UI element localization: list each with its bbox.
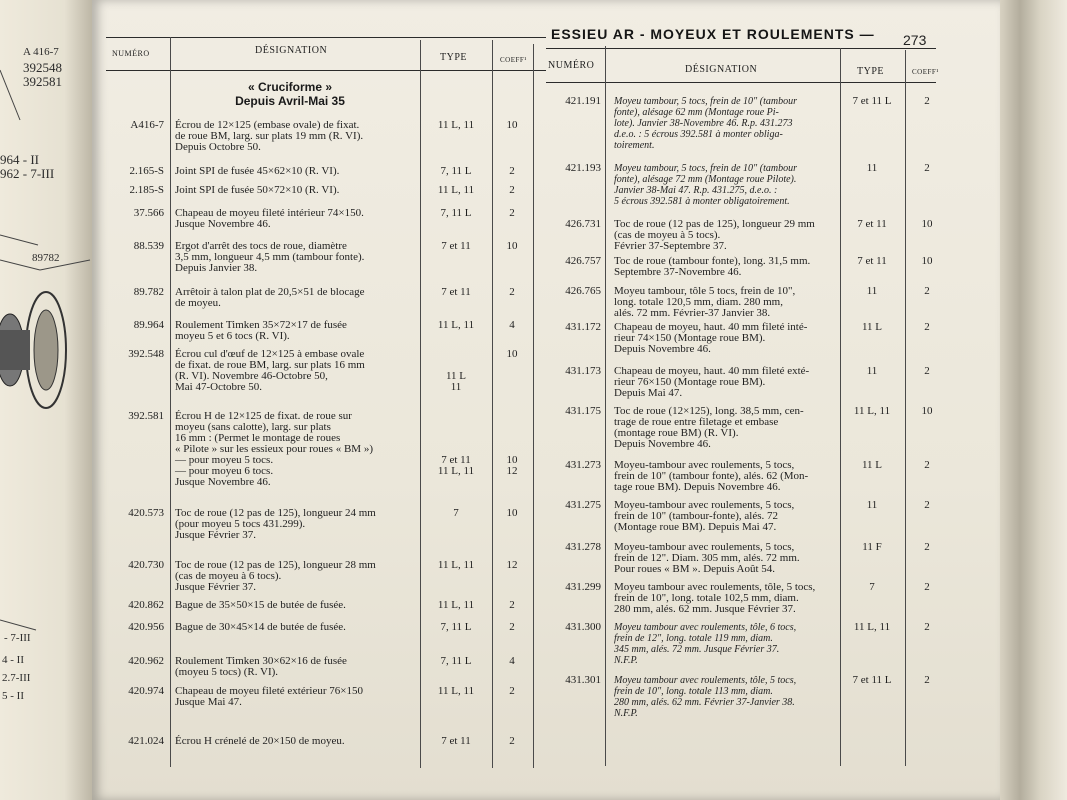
part-type: 7 (869, 581, 875, 593)
part-type: 7 et 11 11 L, 11 (437, 454, 475, 477)
part-number: 2.185-S (129, 184, 164, 196)
part-designation: Chapeau de moyeu fileté intérieur 74×150. Jusque Novembre 46. (175, 207, 364, 230)
part-designation: Écrou de 12×125 (embase ovale) de fixat. de roue BM, larg. sur plats 19 mm (R. VI). Depuis Octobre 50. (175, 119, 364, 153)
part-type: 7, 11 L (440, 621, 472, 633)
part-number: 431.301 (565, 674, 601, 686)
part-designation: Écrou cul d'œuf de 12×125 à embase ovale de fixat. de roue BM, larg. sur plats 16 mm (R. VI). Novembre 46-Octobre 50, Mai 47-Octobre 50. (175, 348, 365, 393)
col-divider (605, 46, 606, 766)
part-coeff: 2 (924, 541, 930, 553)
page-number: 273 (903, 32, 927, 48)
part-designation: Bague de 35×50×15 de butée de fusée. (175, 599, 346, 611)
part-type: 11 (866, 162, 878, 174)
part-number: 420.962 (128, 655, 164, 667)
part-type: 7 (453, 507, 459, 519)
part-coeff: 2 (924, 95, 930, 107)
col-header-numero: NUMÉRO (112, 49, 150, 58)
part-coeff: 10 (921, 255, 933, 267)
part-number: 420.862 (128, 599, 164, 611)
part-coeff: 2 (924, 162, 930, 174)
part-number: A416-7 (130, 119, 164, 131)
part-coeff: 10 (506, 119, 518, 131)
part-designation: Moyeu-tambour avec roulements, 5 tocs, frein de 10" (tambour-fonte), alés. 72 (Montage roue BM). Depuis Mai 47. (614, 499, 795, 533)
part-type: 7 et 11 (857, 218, 887, 230)
part-coeff: 10 (506, 240, 518, 252)
part-number: 431.175 (565, 405, 601, 417)
part-type: 11 L, 11 (437, 184, 475, 196)
part-coeff: 2 (924, 321, 930, 333)
figure-label: - 7-III (4, 632, 31, 644)
part-type: 11 L, 11 (437, 599, 475, 611)
col-divider (533, 44, 534, 768)
part-number: 431.300 (565, 621, 601, 633)
part-number: 420.974 (128, 685, 164, 697)
part-designation: Chapeau de moyeu, haut. 40 mm fileté exté- rieur 76×150 (Montage roue BM). Depuis Mai 47. (614, 365, 810, 399)
figure-label: 962 - 7-III (0, 166, 55, 181)
part-designation: Moyeu tambour avec roulements, tôle, 6 tocs, frein de 12", long. totale 119 mm, diam. 345 mm, alés. 72 mm. Jusque Février 37. N.F.P. (614, 622, 797, 666)
part-designation: Moyeu tambour, 5 tocs, frein de 10" (tambour fonte), alésage 62 mm (Montage roue Pi- lote). Janvier 38-Novembre 46. R.p. 431.273 d.e.o. : 5 écrous 392.581 à monter obliga- toirement. (614, 96, 797, 151)
part-type: 11 L (861, 459, 883, 471)
part-designation: Toc de roue (12 pas de 125), longueur 24 mm (pour moyeu 5 tocs 431.299). Jusque Février 37. (175, 507, 376, 541)
part-coeff: 2 (924, 285, 930, 297)
part-number: 88.539 (133, 240, 164, 252)
table-top-rule (106, 37, 546, 38)
part-number: 420.730 (128, 559, 164, 571)
part-designation: Toc de roue (12 pas de 125), longueur 29 mm (cas de moyeu à 5 tocs). Février 37-Septembre 37. (614, 218, 815, 252)
part-type: 11 L, 11 (437, 319, 475, 331)
part-number: 420.956 (128, 621, 164, 633)
part-type: 11 L (861, 321, 883, 333)
part-coeff: 10 (506, 348, 518, 360)
part-number: 431.278 (565, 541, 601, 553)
part-type: 7, 11 L (440, 165, 472, 177)
col-header-coeff: COEFF¹ (912, 68, 939, 76)
part-number: 2.165-S (129, 165, 164, 177)
col-header-numero: NUMÉRO (548, 60, 595, 71)
figure-label: 2.7-III (2, 672, 31, 684)
part-coeff: 2 (509, 207, 515, 219)
part-coeff: 2 (924, 365, 930, 377)
part-coeff: 2 (924, 459, 930, 471)
part-coeff: 2 (509, 286, 515, 298)
part-type: 11 L, 11 (853, 621, 891, 633)
part-type: 7 et 11 (857, 255, 887, 267)
part-coeff: 2 (509, 685, 515, 697)
figure-label: A 416-7 (23, 46, 59, 58)
part-number: 392.581 (128, 410, 164, 422)
part-coeff: 4 (509, 655, 515, 667)
part-designation: Chapeau de moyeu, haut. 40 mm fileté inté- rieur 74×150 (Montage roue BM). Depuis Novembre 46. (614, 321, 808, 355)
part-designation: Toc de roue (tambour fonte), long. 31,5 mm. Septembre 37-Novembre 46. (614, 255, 811, 278)
part-designation: Moyeu-tambour avec roulements, 5 tocs, frein de 10" (tambour fonte), alés. 62 (Mon- tage roue BM). Depuis Novembre 46. (614, 459, 809, 493)
part-designation: Moyeu tambour, 5 tocs, frein de 10" (tambour fonte), alésage 72 mm (Montage roue Pilote). Janvier 38-Mai 47. R.p. 431.275, d.e.o. : 5 écrous 392.581 à monter obligatoirement. (614, 163, 797, 207)
part-type: 11 (866, 499, 878, 511)
part-type: 7 et 11 L (852, 674, 892, 686)
col-divider (492, 40, 493, 768)
col-header-type: TYPE (440, 52, 467, 63)
section-title: « Cruciforme » Depuis Avril-Mai 35 (235, 80, 345, 108)
part-coeff: 12 (506, 559, 518, 571)
part-type: 7 et 11 (441, 286, 471, 298)
part-coeff: 2 (924, 674, 930, 686)
part-designation: Joint SPI de fusée 50×72×10 (R. VI). (175, 184, 340, 196)
part-type: 7 et 11 (441, 240, 471, 252)
part-designation: Moyeu tambour, tôle 5 tocs, frein de 10", long. totale 120,5 mm, diam. 280 mm, alés. 72 mm. Février-37 Janvier 38. (614, 285, 796, 319)
part-number: 426.731 (565, 218, 601, 230)
part-designation: Joint SPI de fusée 45×62×10 (R. VI). (175, 165, 340, 177)
part-type: 7, 11 L (440, 207, 472, 219)
part-number: 421.024 (128, 735, 164, 747)
part-designation: Écrou H crénelé de 20×150 de moyeu. (175, 735, 345, 747)
part-type: 11 L, 11 (437, 559, 475, 571)
part-designation: Bague de 30×45×14 de butée de fusée. (175, 621, 346, 633)
part-designation: Moyeu-tambour avec roulements, 5 tocs, frein de 12". Diam. 305 mm, alés. 72 mm. Pour roues « BM ». Depuis Août 54. (614, 541, 800, 575)
part-type: 7, 11 L (440, 655, 472, 667)
part-coeff: 10 (921, 405, 933, 417)
col-divider (170, 37, 171, 767)
part-coeff: 2 (924, 621, 930, 633)
part-type: 7 et 11 (441, 735, 471, 747)
part-designation: Toc de roue (12×125), long. 38,5 mm, cen- trage de roue entre filetage et embase (montage roue BM) (R. VI). Depuis Novembre 46. (614, 405, 804, 450)
part-number: 426.757 (565, 255, 601, 267)
part-coeff: 4 (509, 319, 515, 331)
col-header-designation: DÉSIGNATION (255, 45, 328, 56)
part-designation: Ergot d'arrêt des tocs de roue, diamètre 3,5 mm, longueur 4,5 mm (tambour fonte). Depuis Janvier 38. (175, 240, 365, 274)
part-type: 11 L, 11 (437, 685, 475, 697)
col-divider (905, 50, 906, 766)
part-type: 11 L, 11 (437, 119, 475, 131)
part-number: 426.765 (565, 285, 601, 297)
figure-label: 392548 (23, 60, 62, 75)
part-number: 431.173 (565, 365, 601, 377)
part-type: 11 (866, 365, 878, 377)
figure-label: 4 - II (2, 654, 24, 666)
part-number: 89.782 (133, 286, 164, 298)
part-number: 420.573 (128, 507, 164, 519)
part-designation: Arrêtoir à talon plat de 20,5×51 de blocage de moyeu. (175, 286, 365, 309)
part-number: 431.273 (565, 459, 601, 471)
part-coeff: 2 (509, 165, 515, 177)
part-coeff: 10 (921, 218, 933, 230)
part-number: 392.548 (128, 348, 164, 360)
part-number: 37.566 (133, 207, 164, 219)
part-number: 421.193 (565, 162, 601, 174)
part-coeff: 2 (509, 735, 515, 747)
part-designation: Roulement Timken 30×62×16 de fusée (moyeu 5 tocs) (R. VI). (175, 655, 347, 678)
part-type: 7 et 11 L (852, 95, 892, 107)
col-header-designation: DÉSIGNATION (685, 64, 758, 75)
part-number: 89.964 (133, 319, 164, 331)
part-type: 11 L 11 (445, 370, 467, 393)
part-coeff: 10 (506, 507, 518, 519)
part-designation: Moyeu tambour avec roulements, tôle, 5 tocs, frein de 10", long. totale 113 mm, diam. 280 mm, alés. 62 mm. Février 37-Janvier 38. N.F.P. (614, 675, 797, 719)
part-type: 11 L, 11 (853, 405, 891, 417)
part-number: 431.275 (565, 499, 601, 511)
part-coeff: 10 12 (506, 454, 518, 477)
col-header-coeff: COEFF¹ (500, 56, 527, 64)
part-coeff: 2 (924, 499, 930, 511)
part-number: 421.191 (565, 95, 601, 107)
book-edge (1000, 0, 1067, 800)
part-number: 431.172 (565, 321, 601, 333)
page-title: ESSIEU AR - MOYEUX ET ROULEMENTS — (551, 26, 875, 42)
part-type: 11 F (862, 541, 882, 553)
header-bottom-rule (106, 70, 546, 71)
part-designation: Chapeau de moyeu fileté extérieur 76×150 Jusque Mai 47. (175, 685, 363, 708)
part-coeff: 2 (509, 621, 515, 633)
part-type: 11 (866, 285, 878, 297)
part-designation: Écrou H de 12×125 de fixat. de roue sur moyeu (sans calotte), larg. sur plats 16 mm : (Permet le montage de roues « Pilote » sur les essieux pour roues « BM ») — pour moyeu 5 tocs. — pour moyeu 6 tocs. Jusque Novembre 46. (175, 410, 373, 488)
figure-label: 964 - II (0, 152, 39, 167)
col-header-type: TYPE (857, 66, 884, 77)
part-designation: Toc de roue (12 pas de 125), longueur 28 mm (cas de moyeu à 6 tocs). Jusque Février 37. (175, 559, 376, 593)
part-coeff: 2 (924, 581, 930, 593)
figure-label: 5 - II (2, 690, 24, 702)
figure-label: 392581 (23, 74, 62, 89)
part-designation: Roulement Timken 35×72×17 de fusée moyeu 5 et 6 tocs (R. VI). (175, 319, 347, 342)
part-coeff: 2 (509, 599, 515, 611)
figure-label: 89782 (32, 252, 60, 264)
part-number: 431.299 (565, 581, 601, 593)
part-designation: Moyeu tambour avec roulements, tôle, 5 tocs, frein de 10", long. totale 102,5 mm, diam. 280 mm, alés. 62 mm. Jusque Février 37. (614, 581, 816, 615)
part-coeff: 2 (509, 184, 515, 196)
